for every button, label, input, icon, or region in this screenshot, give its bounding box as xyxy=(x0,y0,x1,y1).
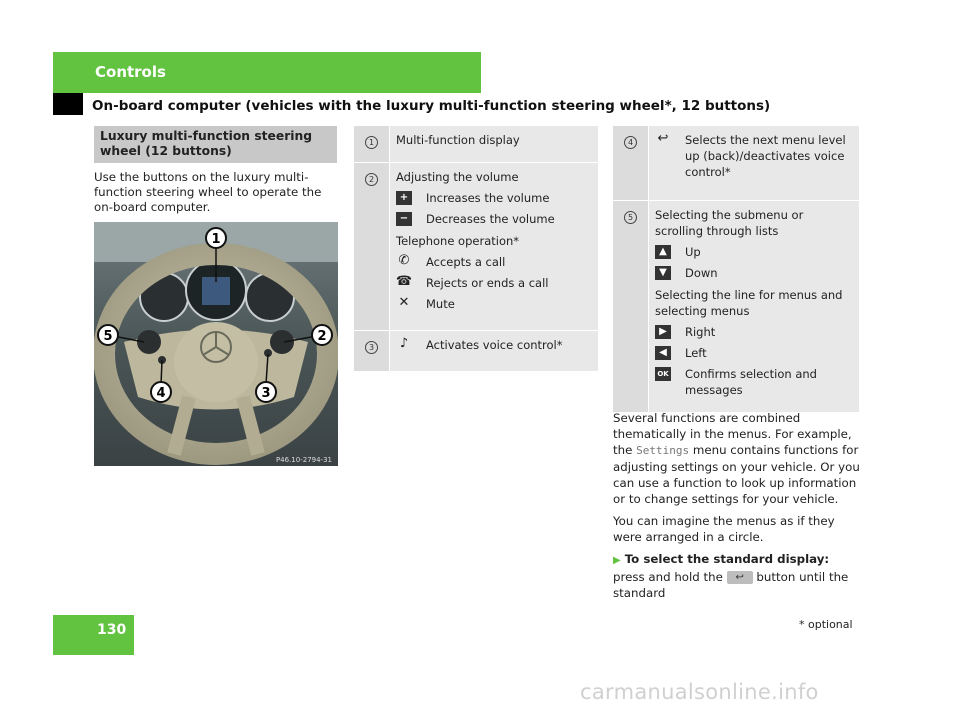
steering-wheel-figure xyxy=(94,222,338,466)
row-subtitle: Telephone operation* xyxy=(396,234,520,248)
item-label: Selects the next menu level up (back)/deactivates voice control* xyxy=(685,133,846,179)
callout-label-1: 1 xyxy=(211,232,221,247)
row-subtitle: Selecting the line for menus and selecting menus xyxy=(655,288,843,318)
table-row xyxy=(613,126,859,201)
down-icon: ▼ xyxy=(655,266,671,280)
item-label: Activates voice control* xyxy=(426,338,563,352)
row-number: 2 xyxy=(365,173,378,186)
row-number: 3 xyxy=(365,341,378,354)
item-label: Confirms selection and messages xyxy=(685,367,817,397)
item-label: Right xyxy=(685,325,716,339)
callout-label-2: 2 xyxy=(317,329,327,344)
back-icon: ↩ xyxy=(657,131,669,146)
steering-wheel-illustration xyxy=(94,222,338,466)
figure-caption: P46.10-2794-31 xyxy=(275,456,332,464)
watermark: carmanualsonline.info xyxy=(580,680,819,704)
text-run: button until the standard xyxy=(613,570,849,600)
bullet-arrow-icon: ▶ xyxy=(613,555,621,566)
item-label: Increases the volume xyxy=(426,191,550,205)
right-icon: ▶ xyxy=(655,325,671,339)
settings-menu-name: Settings xyxy=(636,444,690,457)
left-subheading-box xyxy=(94,126,337,163)
item-label: Left xyxy=(685,346,707,360)
up-icon: ▲ xyxy=(655,245,671,259)
text-run: press and hold the xyxy=(613,570,723,584)
callout-label-3: 3 xyxy=(261,386,271,401)
right-function-table xyxy=(613,126,859,413)
item-label: Up xyxy=(685,245,701,259)
item-label: Mute xyxy=(426,297,455,311)
right-instruction xyxy=(613,551,861,601)
left-subheading: Luxury multi-function steering wheel (12 buttons) xyxy=(100,129,313,158)
table-row xyxy=(613,201,859,413)
back-icon: ↩ xyxy=(727,571,753,584)
row-title: Adjusting the volume xyxy=(396,170,519,184)
row-number: 4 xyxy=(624,136,637,149)
minus-icon: − xyxy=(396,212,412,226)
mute-icon: ✕ xyxy=(398,295,410,310)
ok-icon: OK xyxy=(655,367,671,381)
right-paragraph-2: You can imagine the menus as if they were arranged in a circle. xyxy=(613,514,835,544)
text-run: menu contains functions for adjusting settings on your vehicle. Or you can use a function to look up information or to change settings for your vehicle. xyxy=(613,443,860,506)
black-tab-marker xyxy=(53,93,83,115)
section-title: Controls xyxy=(95,63,166,81)
table-row xyxy=(354,331,598,372)
row-number: 5 xyxy=(624,211,637,224)
left-paragraph: Use the buttons on the luxury multi-function steering wheel to operate the on-board computer. xyxy=(94,170,322,214)
phone-accept-icon: ✆ xyxy=(398,253,410,268)
footnote: * optional xyxy=(799,618,853,631)
table-row xyxy=(354,163,598,331)
right-paragraph-1 xyxy=(613,410,861,507)
item-label: Decreases the volume xyxy=(426,212,555,226)
text-run: Several functions are combined thematically in the menus. For example, the xyxy=(613,411,852,457)
row-number: 1 xyxy=(365,136,378,149)
plus-icon: + xyxy=(396,191,412,205)
page-number: 130 xyxy=(97,622,127,638)
middle-function-table xyxy=(354,126,598,372)
page-heading: On-board computer (vehicles with the luxury multi-function steering wheel*, 12 buttons) xyxy=(92,98,771,114)
row-title: Selecting the submenu or scrolling through lists xyxy=(655,208,804,238)
right-text xyxy=(613,410,861,607)
callout-label-4: 4 xyxy=(156,386,166,401)
phone-reject-icon: ☎ xyxy=(395,274,413,289)
table-row xyxy=(354,126,598,163)
item-label: Rejects or ends a call xyxy=(426,276,549,290)
item-label: Accepts a call xyxy=(426,255,506,269)
left-icon: ◀ xyxy=(655,346,671,360)
instruction-bold: To select the standard display: xyxy=(624,552,830,566)
item-label: Down xyxy=(685,266,718,280)
voice-control-icon: ♪ xyxy=(399,336,409,351)
row-title: Multi-function display xyxy=(396,133,520,147)
callout-label-5: 5 xyxy=(103,329,113,344)
